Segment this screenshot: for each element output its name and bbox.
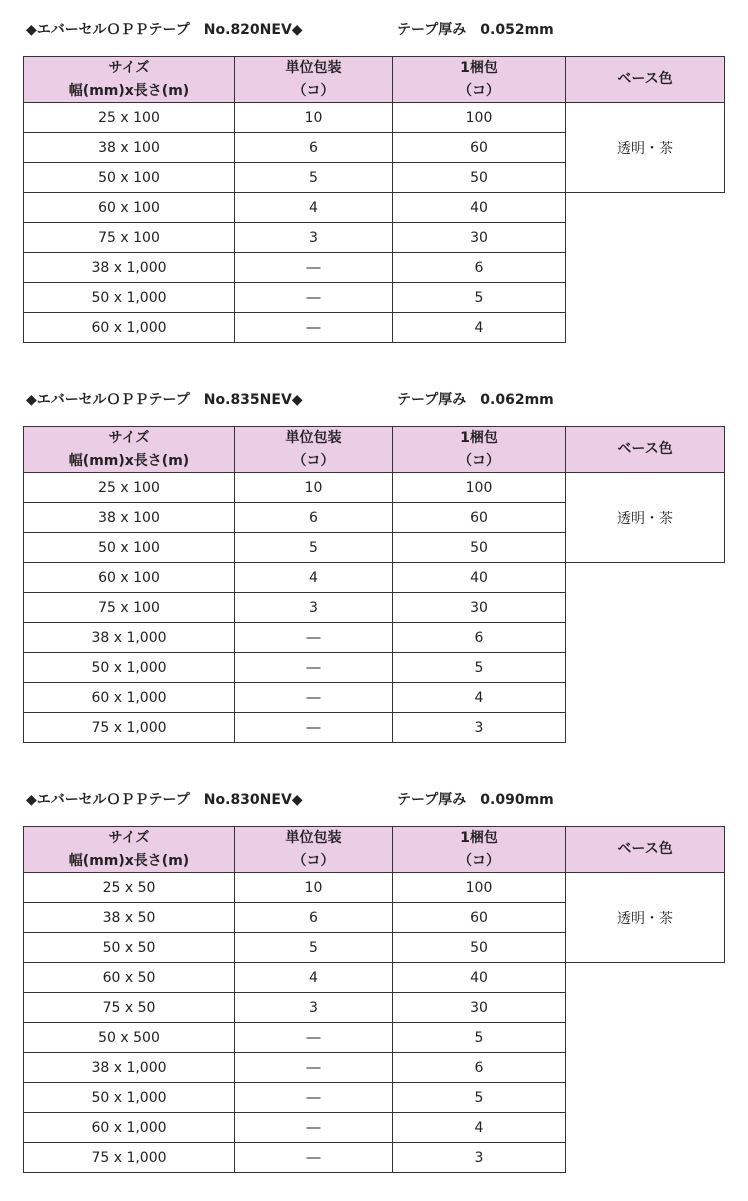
product-title: ◆エバーセルＯＰＰテープ No.830NEV◆	[26, 792, 303, 808]
cell-bundle: 30	[392, 992, 566, 1023]
header-bundle	[392, 826, 566, 873]
cell-bundle: 6	[392, 622, 566, 653]
header-bundle	[392, 426, 566, 473]
cell-unit: ―	[234, 1022, 393, 1053]
cell-unit: 3	[234, 222, 393, 253]
cell-bundle: 50	[392, 162, 566, 193]
cell-unit: 10	[234, 872, 393, 903]
cell-size: 75 x 1,000	[23, 1142, 235, 1173]
cell-size: 38 x 1,000	[23, 252, 235, 283]
cell-size: 25 x 100	[23, 102, 235, 133]
header-unit-line2: （コ）	[292, 452, 335, 469]
header-size-line2: 幅(mm)x長さ(m)	[68, 82, 190, 99]
tape-thickness: テープ厚み 0.052mm	[397, 22, 554, 38]
cell-bundle: 100	[392, 872, 566, 903]
cell-size: 75 x 100	[23, 592, 235, 623]
cell-size: 38 x 100	[23, 502, 235, 533]
cell-bundle: 5	[392, 282, 566, 313]
header-unit	[234, 56, 393, 103]
product-title: ◆エバーセルＯＰＰテープ No.820NEV◆	[26, 22, 303, 38]
header-bundle-line2: （コ）	[458, 852, 500, 869]
cell-bundle: 4	[392, 1112, 566, 1143]
header-unit-line2: （コ）	[292, 852, 335, 869]
cell-bundle: 60	[392, 502, 566, 533]
cell-size: 38 x 1,000	[23, 1052, 235, 1083]
cell-size: 60 x 1,000	[23, 1112, 235, 1143]
cell-bundle: 5	[392, 652, 566, 683]
cell-size: 50 x 500	[23, 1022, 235, 1053]
cell-size: 50 x 1,000	[23, 282, 235, 313]
header-size	[23, 426, 235, 473]
cell-unit: ―	[234, 1082, 393, 1113]
header-bundle-line2: （コ）	[458, 82, 500, 99]
cell-size: 50 x 100	[23, 162, 235, 193]
header-base-color-label: ベース色	[617, 441, 673, 457]
cell-unit: 10	[234, 472, 393, 503]
cell-bundle: 50	[392, 532, 566, 563]
header-size-line1: サイズ	[108, 429, 150, 446]
header-size	[23, 826, 235, 873]
cell-base-color: 透明・茶	[565, 102, 725, 193]
header-unit-line1: 単位包装	[285, 59, 342, 76]
header-base-color	[565, 426, 725, 473]
cell-unit: ―	[234, 622, 393, 653]
header-unit-line1: 単位包装	[285, 429, 342, 446]
cell-unit: ―	[234, 252, 393, 283]
cell-size: 25 x 50	[23, 872, 235, 903]
cell-size: 75 x 50	[23, 992, 235, 1023]
cell-bundle: 50	[392, 932, 566, 963]
header-bundle	[392, 56, 566, 103]
cell-size: 25 x 100	[23, 472, 235, 503]
cell-size: 75 x 1,000	[23, 712, 235, 743]
header-size-line1: サイズ	[108, 829, 150, 846]
header-bundle-line1: 1梱包	[460, 429, 498, 446]
cell-unit: ―	[234, 682, 393, 713]
header-size	[23, 56, 235, 103]
header-unit	[234, 426, 393, 473]
cell-bundle: 6	[392, 252, 566, 283]
cell-base-color: 透明・茶	[565, 872, 725, 963]
cell-size: 38 x 1,000	[23, 622, 235, 653]
cell-size: 50 x 50	[23, 932, 235, 963]
cell-size: 50 x 1,000	[23, 1082, 235, 1113]
section-heading	[26, 788, 746, 812]
cell-size: 38 x 50	[23, 902, 235, 933]
tape-thickness: テープ厚み 0.090mm	[397, 792, 554, 808]
cell-unit: 6	[234, 902, 393, 933]
cell-unit: 6	[234, 132, 393, 163]
cell-size: 60 x 100	[23, 192, 235, 223]
cell-unit: 6	[234, 502, 393, 533]
cell-bundle: 40	[392, 192, 566, 223]
cell-unit: ―	[234, 652, 393, 683]
header-unit-line1: 単位包装	[285, 829, 342, 846]
cell-unit: 5	[234, 932, 393, 963]
section-heading	[26, 388, 746, 412]
cell-unit: 5	[234, 162, 393, 193]
section-heading	[26, 18, 746, 42]
cell-size: 60 x 100	[23, 562, 235, 593]
cell-bundle: 100	[392, 102, 566, 133]
cell-unit: 4	[234, 562, 393, 593]
cell-size: 60 x 1,000	[23, 312, 235, 343]
cell-bundle: 40	[392, 962, 566, 993]
cell-unit: ―	[234, 312, 393, 343]
cell-unit: ―	[234, 1112, 393, 1143]
header-unit	[234, 826, 393, 873]
header-bundle-line2: （コ）	[458, 452, 500, 469]
cell-bundle: 5	[392, 1082, 566, 1113]
cell-unit: 4	[234, 192, 393, 223]
cell-size: 75 x 100	[23, 222, 235, 253]
header-bundle-line1: 1梱包	[460, 59, 498, 76]
cell-unit: 3	[234, 592, 393, 623]
cell-size: 38 x 100	[23, 132, 235, 163]
cell-unit: ―	[234, 1052, 393, 1083]
product-title: ◆エバーセルＯＰＰテープ No.835NEV◆	[26, 392, 303, 408]
header-size-line2: 幅(mm)x長さ(m)	[68, 852, 190, 869]
cell-bundle: 3	[392, 1142, 566, 1173]
cell-unit: 3	[234, 992, 393, 1023]
cell-unit: 4	[234, 962, 393, 993]
cell-unit: ―	[234, 282, 393, 313]
cell-bundle: 3	[392, 712, 566, 743]
cell-bundle: 40	[392, 562, 566, 593]
cell-size: 50 x 1,000	[23, 652, 235, 683]
cell-unit: 10	[234, 102, 393, 133]
cell-size: 60 x 50	[23, 962, 235, 993]
cell-bundle: 4	[392, 682, 566, 713]
cell-size: 60 x 1,000	[23, 682, 235, 713]
header-size-line1: サイズ	[108, 59, 150, 76]
header-bundle-line1: 1梱包	[460, 829, 498, 846]
cell-unit: 5	[234, 532, 393, 563]
cell-unit: ―	[234, 712, 393, 743]
cell-base-color: 透明・茶	[565, 472, 725, 563]
cell-bundle: 6	[392, 1052, 566, 1083]
header-base-color-label: ベース色	[617, 841, 673, 857]
cell-bundle: 100	[392, 472, 566, 503]
cell-bundle: 4	[392, 312, 566, 343]
header-base-color	[565, 826, 725, 873]
cell-bundle: 30	[392, 222, 566, 253]
tape-thickness: テープ厚み 0.062mm	[397, 392, 554, 408]
cell-bundle: 5	[392, 1022, 566, 1053]
cell-size: 50 x 100	[23, 532, 235, 563]
header-base-color-label: ベース色	[617, 71, 673, 87]
header-base-color	[565, 56, 725, 103]
cell-bundle: 60	[392, 132, 566, 163]
header-unit-line2: （コ）	[292, 82, 335, 99]
cell-unit: ―	[234, 1142, 393, 1173]
cell-bundle: 30	[392, 592, 566, 623]
cell-bundle: 60	[392, 902, 566, 933]
header-size-line2: 幅(mm)x長さ(m)	[68, 452, 190, 469]
